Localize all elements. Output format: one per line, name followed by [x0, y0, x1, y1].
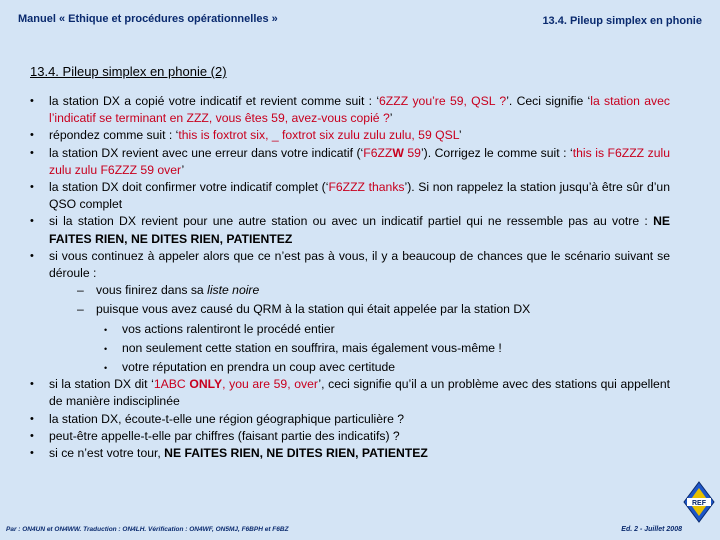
- list-item: [30, 428, 670, 445]
- red-text: 6ZZZ you’re 59, QSL ?: [379, 94, 507, 108]
- text: ’: [181, 162, 185, 177]
- list-item: [30, 145, 670, 179]
- red-text: 59: [403, 145, 421, 160]
- footer-credits: Par : ON4UN et ON4WW. Traduction : ON4LH. Vérification : ON4WF, ON5MJ, F6BPH et F6BZ: [6, 526, 289, 533]
- list-item: [30, 248, 670, 376]
- text: ’. Ceci signifie ‘: [506, 94, 591, 108]
- sub-sub-list: [96, 321, 670, 377]
- red-text: this is F6ZZZ zulu zulu zulu F6ZZZ 59 over: [49, 145, 670, 177]
- sub-list-item: [75, 282, 670, 299]
- red-text: , you are 59, over: [222, 377, 319, 392]
- text: répondez comme suit : ‘: [49, 128, 179, 143]
- ref-logo-icon: [682, 480, 716, 524]
- list-item: [30, 179, 670, 213]
- red-text: F6ZZZ thanks: [328, 180, 405, 195]
- list-item: [30, 411, 670, 428]
- italic-text: liste noire: [207, 283, 260, 298]
- page-title: 13.4. Pileup simplex en phonie (2): [30, 64, 227, 79]
- red-text: 1ABC: [153, 377, 190, 392]
- red-text: F6ZZ: [363, 145, 393, 160]
- sub-sub-list-item: • votre réputation en prendra un coup avec certitude: [104, 359, 670, 376]
- red-bold-text: W: [392, 145, 404, 160]
- sub-sub-list-item: • vos actions ralentiront le procédé entier: [104, 321, 670, 338]
- text: ’: [458, 128, 462, 143]
- text: si la station DX dit ‘: [49, 377, 154, 392]
- text: la station DX a copié votre indicatif et revient comme suit : ‘: [49, 94, 380, 108]
- text: si la station DX revient pour une autre station ou avec un indicatif partiel qui ne ressemble pas au votre :: [49, 214, 654, 229]
- bold-text: NE FAITES RIEN, NE DITES RIEN, PATIENTEZ: [164, 446, 428, 461]
- text: vous finirez dans sa: [96, 283, 208, 298]
- red-bold-text: ONLY: [189, 377, 223, 392]
- list-item: [30, 127, 670, 144]
- text: ’). Si non rappelez la station jusqu’à être sûr d’un QSO complet: [49, 180, 670, 212]
- text: la station DX revient avec une erreur dans votre indicatif (‘: [49, 145, 364, 160]
- list-item: [30, 445, 670, 462]
- sub-sub-list-item: • non seulement cette station en souffrira, mais également vous-même !: [104, 340, 670, 357]
- list-item: [30, 376, 670, 410]
- text: peut-être appelle-t-elle par chiffres (faisant partie des indicatifs) ?: [49, 428, 400, 443]
- list-item: [30, 93, 670, 127]
- sub-list-item: [75, 301, 670, 376]
- text: si ce n’est votre tour,: [49, 446, 165, 461]
- list-item: [30, 213, 670, 247]
- bullet-list: [30, 93, 670, 462]
- header-manual-title: Manuel « Ethique et procédures opérationnelles »: [18, 13, 278, 25]
- sub-list: [49, 282, 670, 376]
- text: si vous continuez à appeler alors que ce n’est pas à vous, il y a beaucoup de chances que le scénario suivant se déroule :: [49, 248, 670, 281]
- red-text: la station avec l’indicatif se terminant en ZZZ, vous êtes 59, avez-vous copié ?: [49, 94, 670, 126]
- bold-text: NE FAITES RIEN, NE DITES RIEN, PATIENTEZ: [49, 214, 670, 246]
- text: la station DX, écoute-t-elle une région géographique particulière ?: [49, 411, 405, 426]
- footer-edition: Ed. 2 - Juillet 2008: [621, 526, 682, 533]
- red-text: this is foxtrot six, _ foxtrot six zulu zulu zulu, 59 QSL: [178, 128, 459, 143]
- text: puisque vous avez causé du QRM à la station qui était appelée par la station DX: [96, 302, 531, 317]
- text: ’: [389, 111, 393, 126]
- logo-text: REF: [692, 500, 706, 507]
- text: ’). Corrigez le comme suit : ‘: [420, 145, 573, 160]
- content: [30, 93, 670, 462]
- text: la station DX doit confirmer votre indicatif complet (‘: [49, 180, 329, 195]
- header-section-title: 13.4. Pileup simplex en phonie: [542, 15, 702, 27]
- text: ’, ceci signifie qu’il a un problème avec des stations qui appellent de manière indisciplinée: [49, 377, 670, 409]
